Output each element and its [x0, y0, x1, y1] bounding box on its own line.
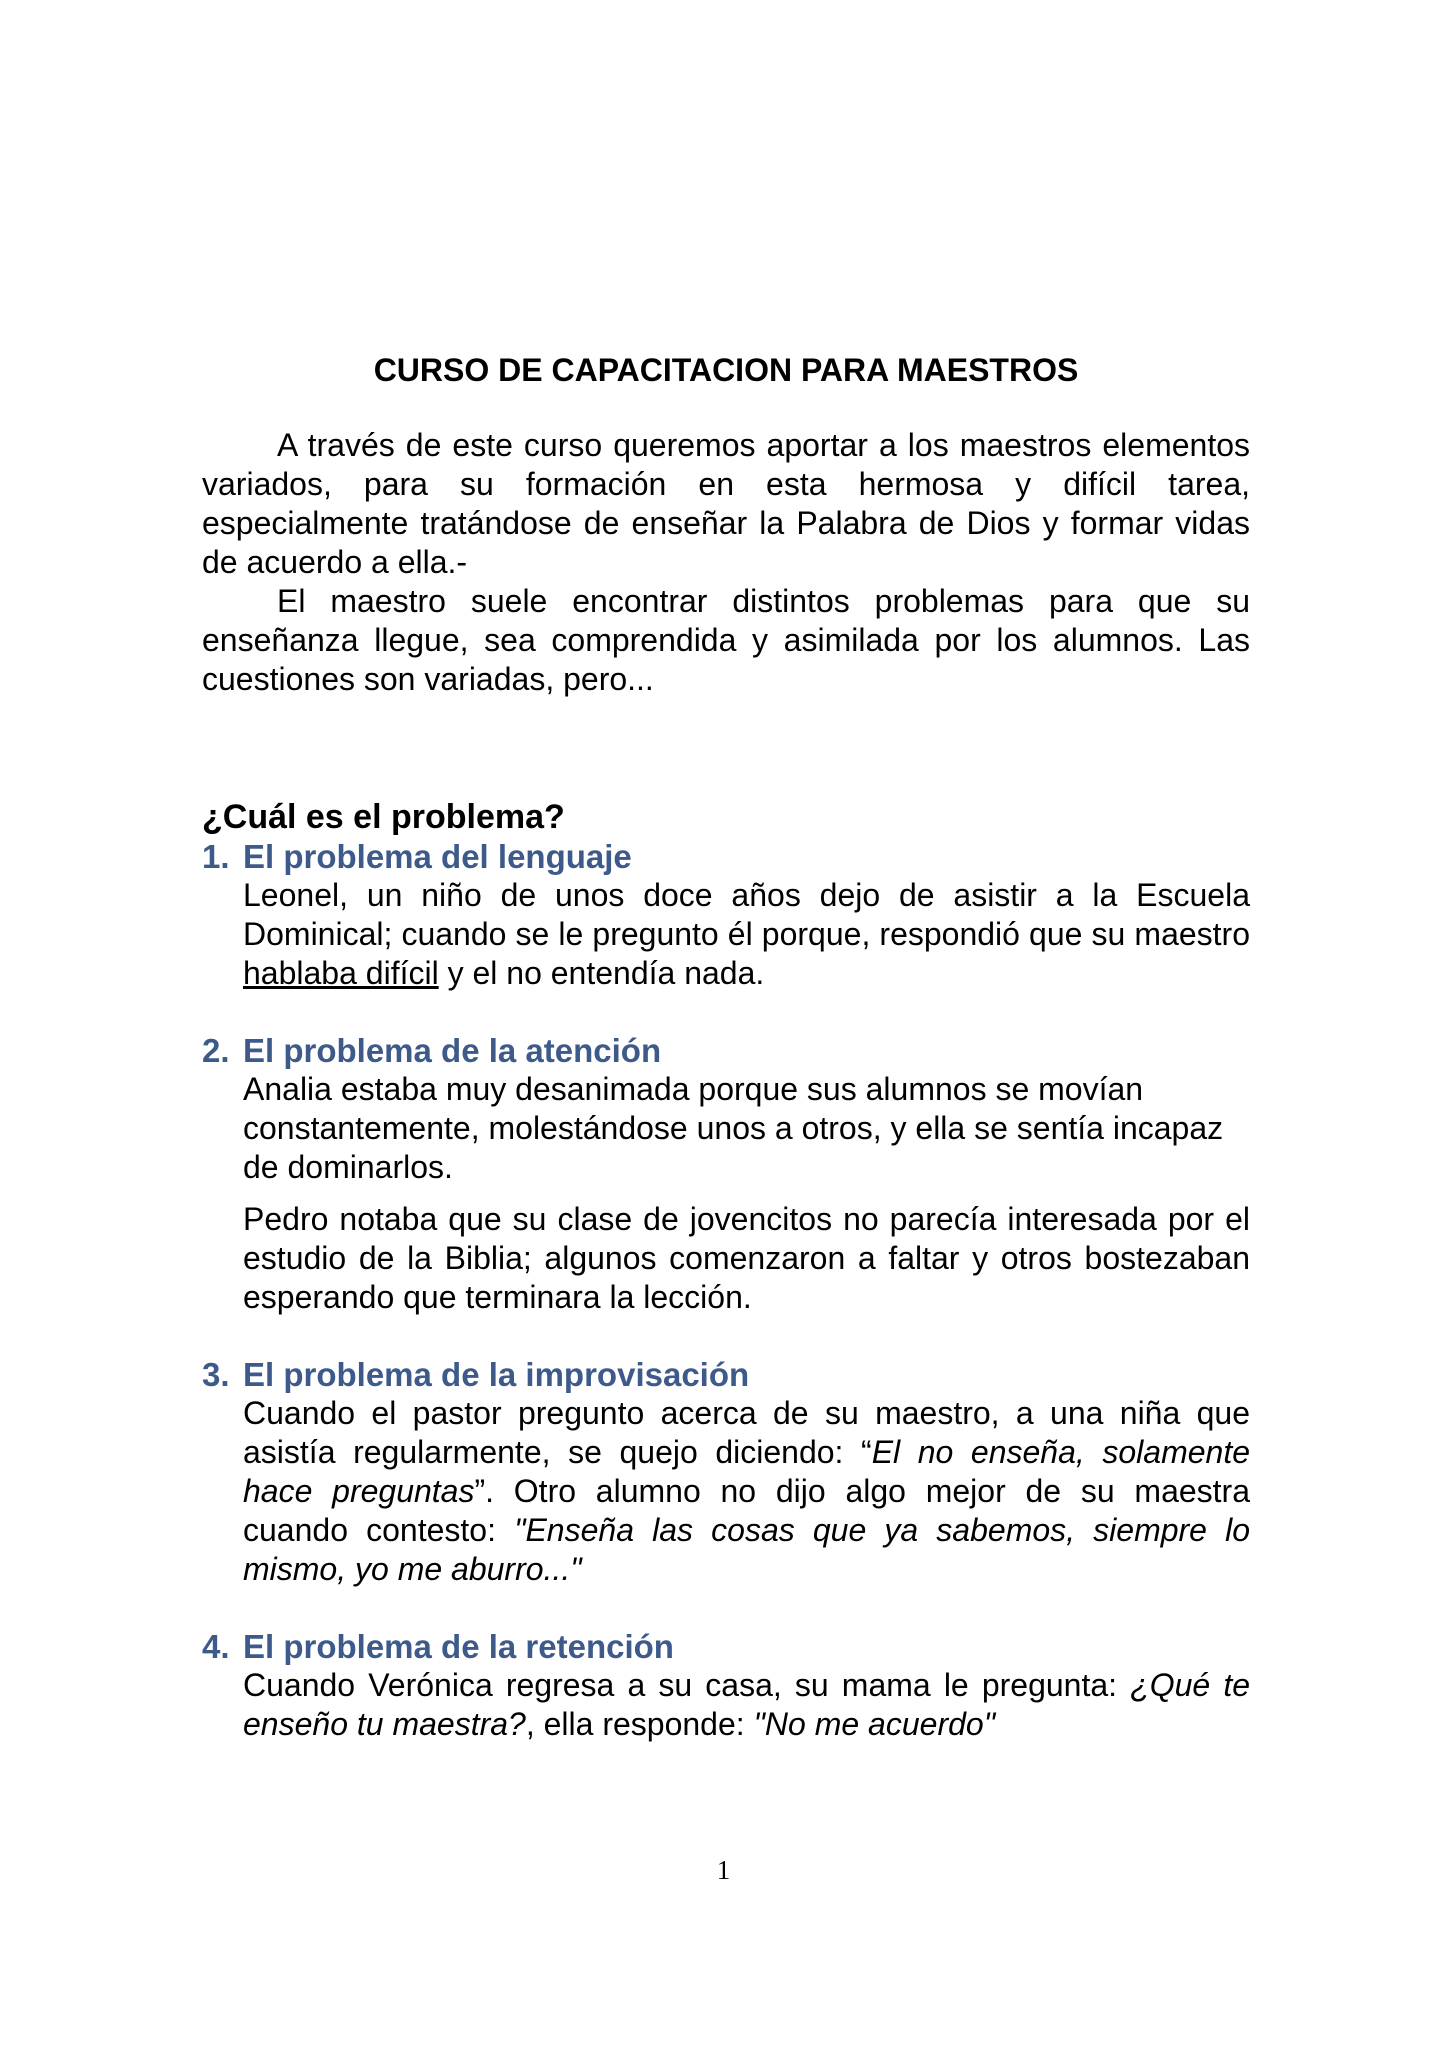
underlined-text: hablaba difícil	[243, 955, 439, 991]
problem-body	[243, 1394, 1250, 1589]
problem-number: 3.	[202, 1356, 230, 1393]
quoted-text: "Enseña las cosas que ya sabemos, siempre lo mismo, yo me aburro..."	[243, 1512, 1250, 1587]
problem-item	[202, 1031, 1250, 1317]
document-title: CURSO DE CAPACITACION PARA MAESTROS	[373, 352, 1079, 388]
quoted-text: "No me acuerdo"	[753, 1706, 996, 1742]
problem-body	[243, 1070, 1250, 1317]
problem-number: 1.	[202, 838, 230, 875]
text-span: Leonel, un niño de unos doce años dejo de asistir a la Escuela Dominical; cuando se le pregunto él porque, respondió que su maestro	[243, 877, 1250, 952]
text-span: Cuando el pastor pregunto acerca de su maestro, a una niña que asistía regularmente, se quejo diciendo: “	[243, 1395, 1250, 1470]
question-heading: ¿Cuál es el problema?	[202, 798, 565, 836]
text-span: ”. Otro alumno no dijo algo mejor de su maestra cuando contesto:	[243, 1473, 1251, 1548]
problem-item	[202, 1355, 1250, 1589]
problem-paragraph: Pedro notaba que su clase de jovencitos no parecía interesada por el estudio de la Biblia; algunos comenzaron a faltar y otros bostezaban esperando que terminara la lección.	[243, 1201, 1250, 1315]
problem-number: 4.	[202, 1628, 230, 1665]
page-number: 1	[716, 1855, 731, 1885]
text-span: , ella responde:	[525, 1706, 754, 1742]
problem-item	[202, 1627, 1250, 1744]
quoted-text: ¿Qué te enseño tu maestra?	[243, 1667, 1251, 1742]
problem-body	[243, 1666, 1250, 1744]
text-span: Cuando Verónica regresa a su casa, su mama le pregunta:	[243, 1667, 1131, 1703]
intro-paragraph: El maestro suele encontrar distintos problemas para que su enseñanza llegue, sea comprendida y asimilada por los alumnos. Las cuestiones son variadas, pero...	[202, 583, 1250, 697]
problem-paragraph	[243, 1394, 1250, 1589]
intro-paragraph: A través de este curso queremos aportar a los maestros elementos variados, para su formación en esta hermosa y difícil tarea, especialmente tratándose de enseñar la Palabra de Dios y formar vidas de acuerdo a ella.-	[202, 427, 1250, 580]
text-span: y el no entendía nada.	[438, 955, 765, 991]
problem-paragraph: Analia estaba muy desanimada porque sus alumnos se movían constantemente, molestándose unos a otros, y ella se sentía incapaz de dominarlos.	[243, 1071, 1224, 1185]
problem-title-text: El problema del lenguaje	[243, 838, 632, 875]
problem-paragraph	[243, 876, 1250, 993]
problem-body	[243, 876, 1250, 993]
problem-title-text: El problema de la improvisación	[243, 1356, 750, 1393]
problem-title-text: El problema de la atención	[243, 1032, 662, 1069]
problem-item	[202, 837, 1250, 993]
problem-number: 2.	[202, 1032, 230, 1069]
problem-title-text: El problema de la retención	[243, 1628, 674, 1665]
problem-title	[202, 1355, 1250, 1394]
problem-title	[202, 1627, 1250, 1666]
quoted-text: El no enseña, solamente hace preguntas	[243, 1434, 1251, 1509]
problem-title	[202, 837, 1250, 876]
problem-title	[202, 1031, 1250, 1070]
document-page	[202, 350, 1250, 1744]
intro-section	[202, 426, 1250, 699]
problem-paragraph	[243, 1666, 1250, 1744]
